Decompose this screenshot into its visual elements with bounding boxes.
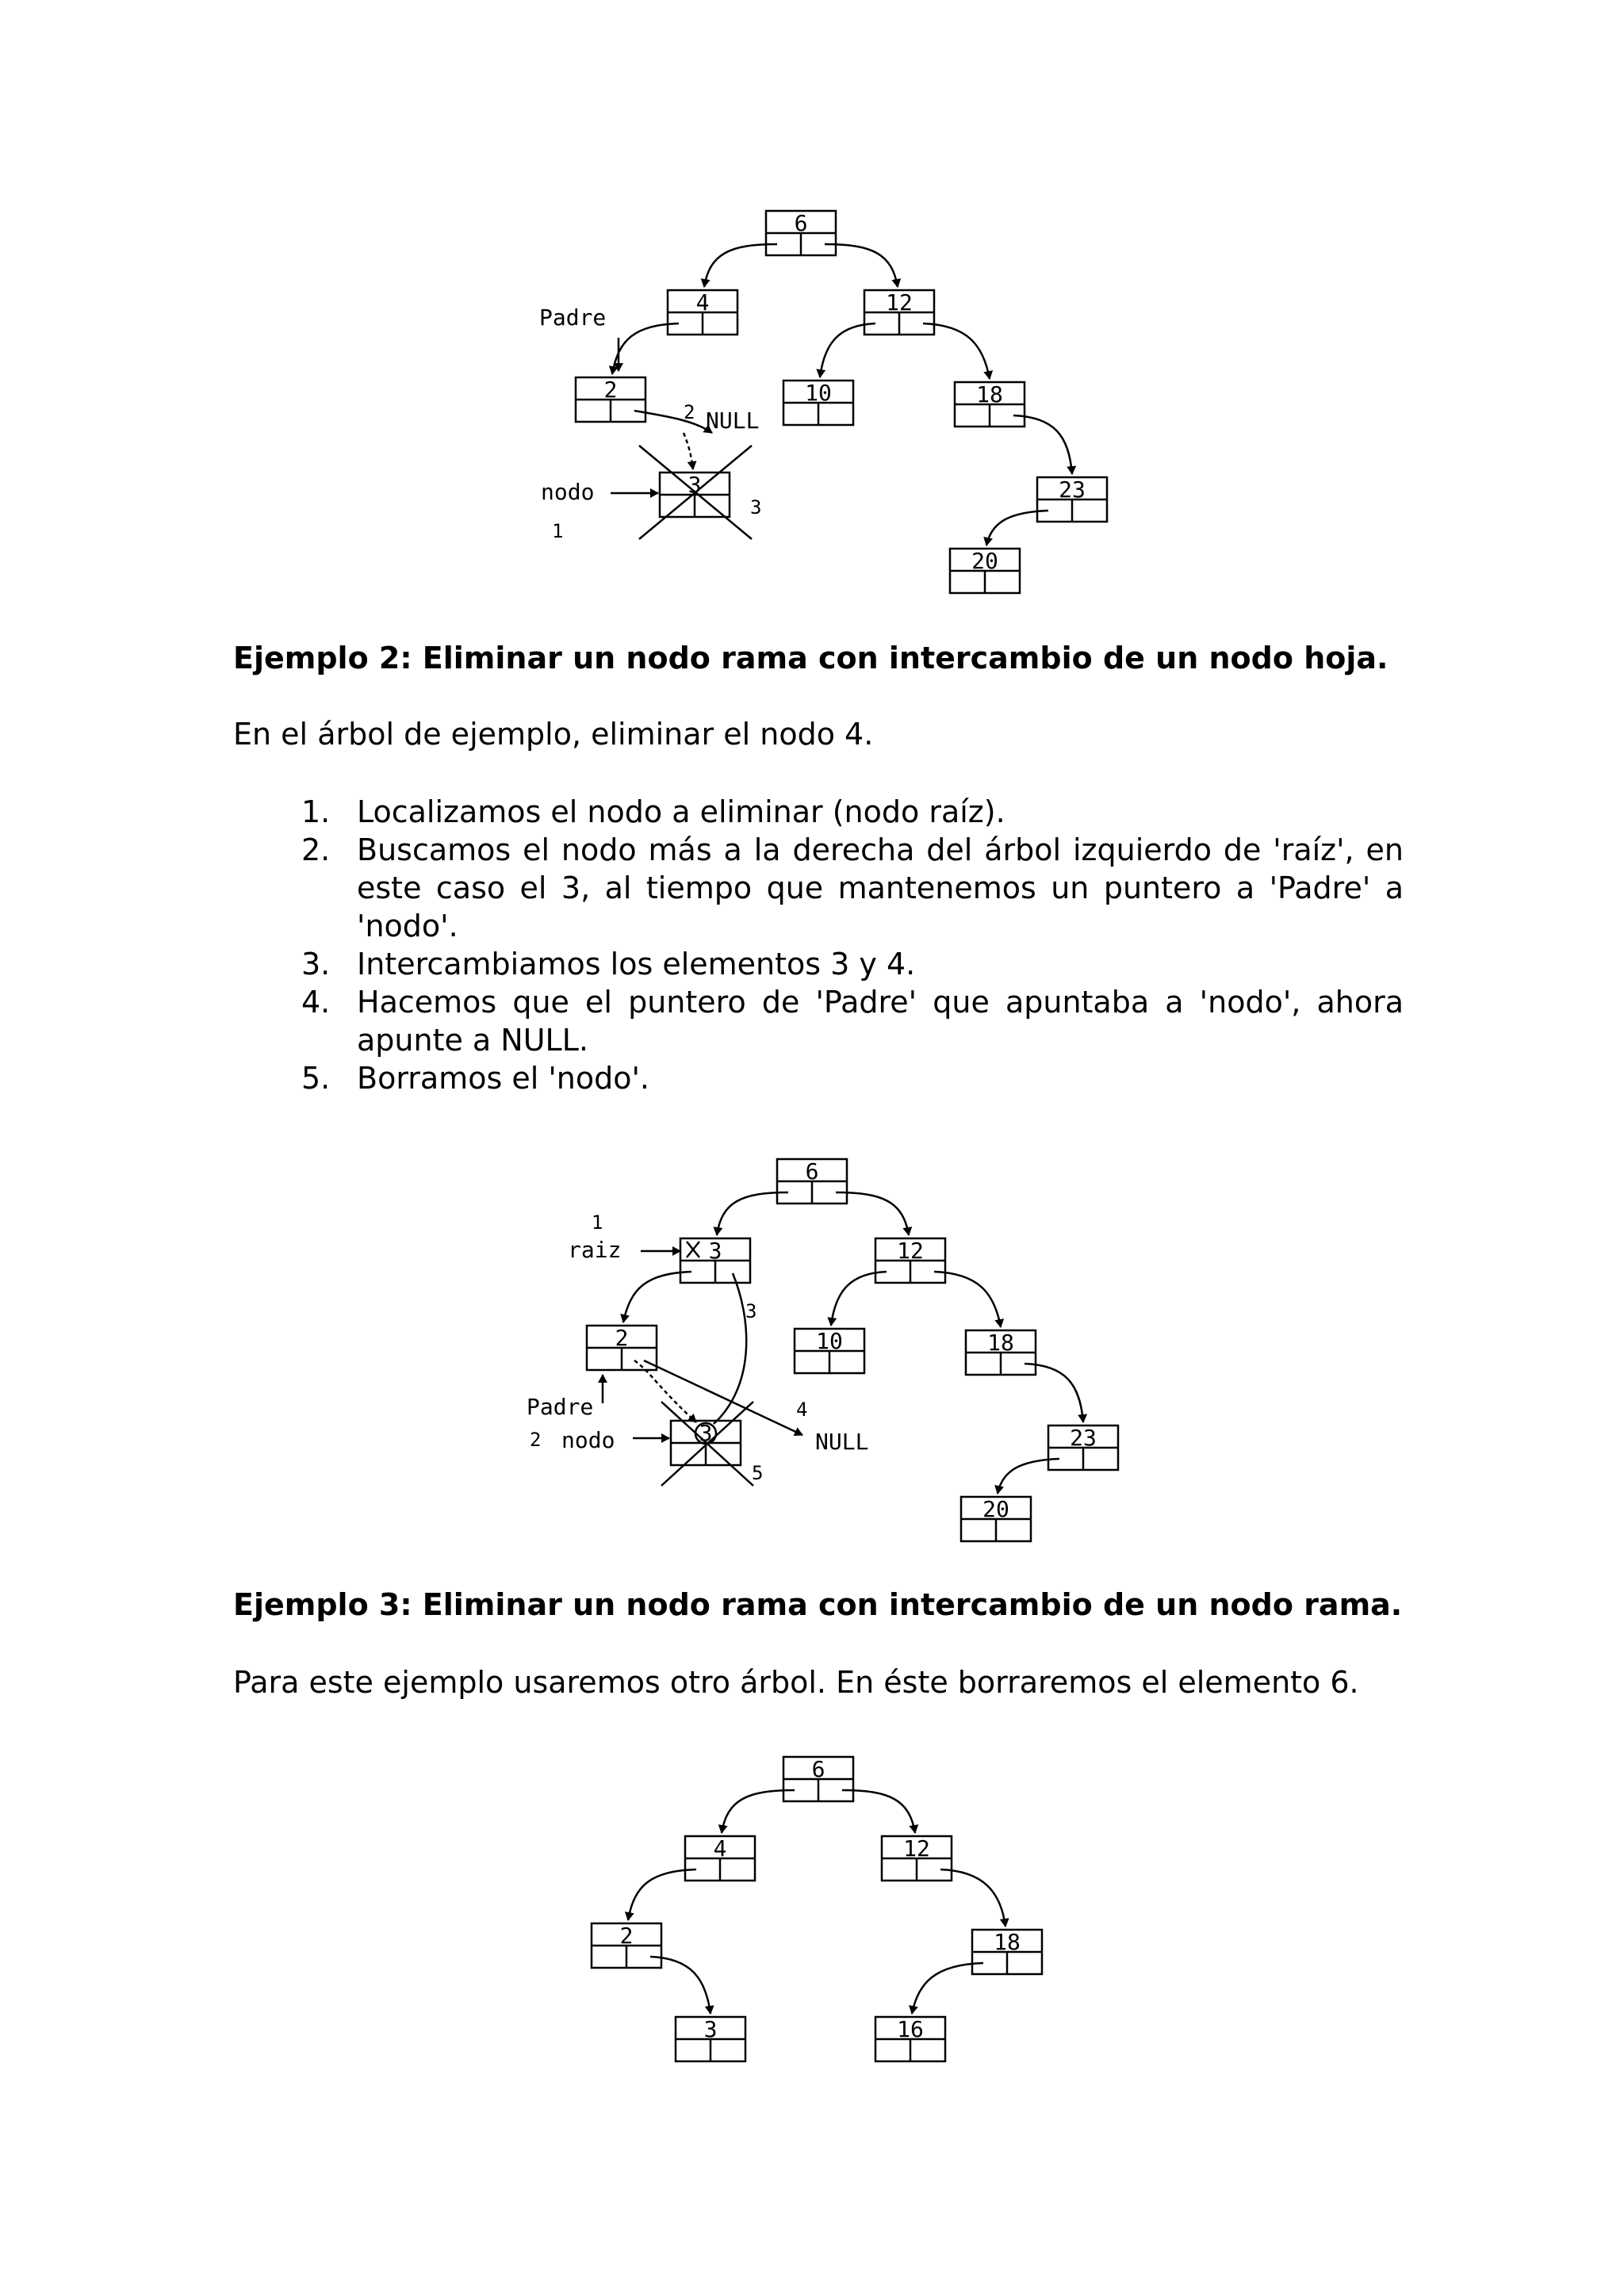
label-step-1: 1 — [592, 1211, 603, 1234]
node-value: 18 — [976, 381, 1003, 408]
label-step-4: 4 — [796, 1399, 808, 1421]
label-nodo: nodo — [561, 1427, 615, 1453]
example-3-intro: Para este ejemplo usaremos otro árbol. En éste borraremos el elemento 6. — [233, 1665, 1359, 1700]
label-step-2: 2 — [684, 401, 695, 423]
list-item — [301, 945, 1404, 983]
example-2-heading: Ejemplo 2: Eliminar un nodo rama con intercambio de un nodo hoja. — [233, 641, 1388, 675]
node-value: 6 — [794, 210, 808, 236]
label-nodo: nodo — [541, 479, 595, 505]
label-raiz: raiz — [568, 1237, 622, 1263]
label-null: NULL — [706, 408, 760, 434]
node-value: 12 — [897, 1238, 924, 1264]
label-step-3: 3 — [750, 496, 762, 519]
list-item — [301, 983, 1404, 1059]
node-value: 2 — [615, 1325, 629, 1351]
edge-18-23 — [1025, 1364, 1083, 1422]
edge-12-10 — [820, 323, 875, 377]
node-value: 10 — [816, 1328, 843, 1354]
node-value: 4 — [695, 289, 710, 316]
edge-2-3 — [650, 1957, 710, 2014]
list-item-number: 5. — [301, 1061, 331, 1096]
node-value: 20 — [982, 1496, 1009, 1522]
node-value: 18 — [994, 1929, 1021, 1955]
edge-18-23 — [1013, 415, 1072, 474]
edge-12-18 — [934, 1272, 1001, 1327]
node-value: 12 — [886, 289, 913, 316]
example-3-heading: Ejemplo 3: Eliminar un nodo rama con intercambio de un nodo rama. — [233, 1587, 1403, 1622]
list-item — [301, 1059, 1404, 1097]
tree-diagram-delete-leaf — [0, 198, 1624, 610]
edge-2-null — [644, 1360, 802, 1435]
edge-4-2 — [612, 323, 679, 374]
node-value: 3 — [708, 1238, 722, 1264]
list-item-text: Localizamos el nodo a eliminar (nodo raíz). — [357, 794, 1005, 829]
example-2-steps — [301, 793, 1404, 1097]
edge-23-20 — [986, 511, 1048, 545]
list-item-text: Hacemos que el puntero de 'Padre' que apuntaba a 'nodo', ahora apunte a NULL. — [357, 985, 1404, 1058]
list-item-text: Buscamos el nodo más a la derecha del árbol izquierdo de 'raíz', en este caso el 3, al tiempo que mantenemos un puntero a 'Padre' a 'nodo'. — [357, 832, 1404, 943]
tree-diagram-swap-leaf — [0, 1150, 1624, 1562]
example-2-intro: En el árbol de ejemplo, eliminar el nodo 4. — [233, 717, 874, 752]
node-value: 6 — [811, 1756, 825, 1782]
list-item-number: 3. — [301, 947, 331, 982]
list-item-number: 2. — [301, 832, 331, 867]
node-value: 20 — [971, 548, 998, 574]
list-item — [301, 793, 1404, 831]
node-value: 4 — [713, 1835, 727, 1862]
node-value: 12 — [903, 1835, 930, 1862]
node-value: 23 — [1070, 1425, 1097, 1451]
list-item-text: Intercambiamos los elementos 3 y 4. — [357, 947, 916, 982]
list-item — [301, 831, 1404, 945]
edge-12-10 — [831, 1272, 887, 1326]
node-value: 6 — [805, 1158, 819, 1184]
tree-diagram-example-3 — [0, 1744, 1624, 2077]
edge-12-18 — [923, 323, 990, 379]
label-step-2: 2 — [530, 1429, 542, 1451]
edge-2-3-old — [684, 433, 693, 469]
node-value: 3 — [688, 472, 702, 498]
node-value: 10 — [805, 380, 832, 406]
node-value: 16 — [897, 2016, 924, 2042]
label-step-3: 3 — [745, 1300, 757, 1322]
label-padre: Padre — [527, 1394, 594, 1420]
node-value: 2 — [619, 1923, 634, 1949]
list-item-number: 1. — [301, 794, 331, 829]
label-padre: Padre — [539, 304, 607, 331]
edge-23-20 — [998, 1459, 1059, 1494]
node-value: 2 — [603, 377, 618, 403]
node-value: 18 — [987, 1330, 1014, 1356]
list-item-number: 4. — [301, 985, 331, 1020]
label-step-1: 1 — [552, 520, 564, 542]
list-item-text: Borramos el 'nodo'. — [357, 1061, 650, 1096]
node-value: 23 — [1059, 476, 1086, 503]
edge-12-18 — [940, 1869, 1005, 1927]
node-value: 3 — [703, 2016, 718, 2042]
label-null: NULL — [815, 1429, 869, 1455]
node-value: 3 — [699, 1420, 713, 1446]
label-step-5: 5 — [752, 1462, 764, 1484]
